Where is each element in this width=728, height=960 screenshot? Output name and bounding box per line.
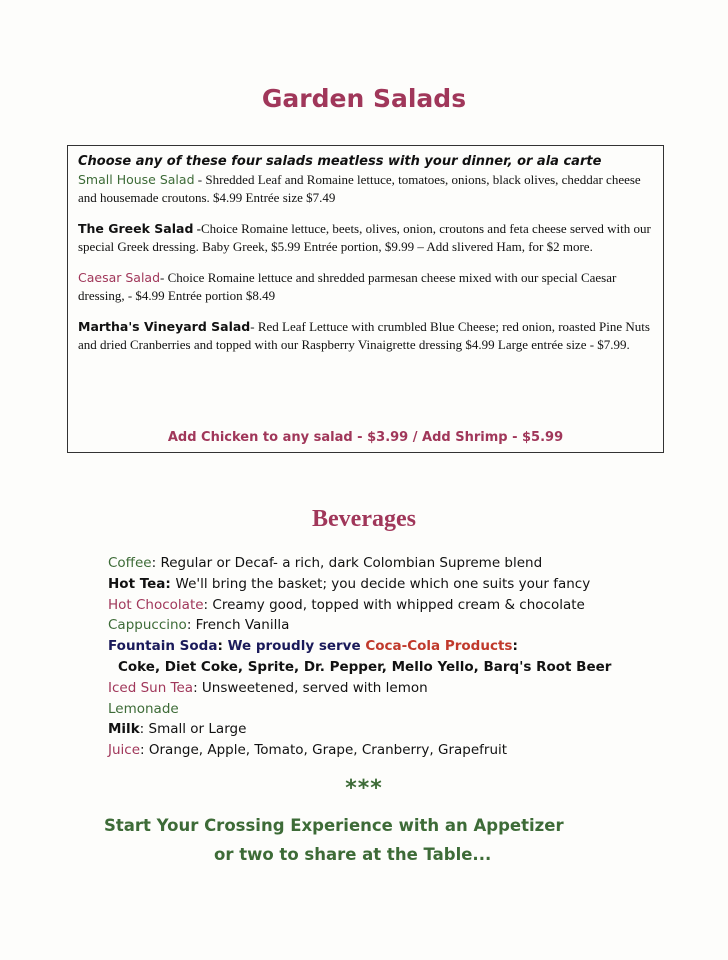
salads-box <box>67 145 664 453</box>
beverage-sep: : <box>165 575 176 592</box>
beverages-title: Beverages <box>312 506 416 532</box>
salad-item <box>78 220 655 255</box>
beverage-desc: Regular or Decaf- a rich, dark Colombian Supreme blend <box>160 555 543 571</box>
beverages-list <box>108 553 708 761</box>
garden-salads-title: Garden Salads <box>261 84 467 113</box>
salad-desc: Shredded Leaf and Romaine lettuce, tomatoes, onions, black olives, cheddar cheese and housemade croutons. $4.99 Entrée size $7.49 <box>78 172 641 205</box>
appetizer-cta-line1: Start Your Crossing Experience with an Appetizer <box>104 816 564 835</box>
beverage-item <box>108 615 708 636</box>
beverage-desc: Small or Large <box>148 721 247 738</box>
salad-item <box>78 318 655 353</box>
beverage-label: Fountain Soda <box>108 638 218 655</box>
beverage-label: Hot Chocolate <box>108 596 204 613</box>
beverage-label: Milk <box>108 721 140 738</box>
salad-desc: Choice Romaine lettuce and shredded parmesan cheese mixed with our special Caesar dressing, - $4.99 Entrée portion $8.49 <box>78 270 617 303</box>
beverage-sep: : <box>193 679 202 696</box>
beverage-label: Coffee <box>108 555 152 571</box>
appetizer-cta-line2: or two to share at the Table... <box>214 845 492 864</box>
beverage-item <box>108 595 708 616</box>
salad-sep: - <box>194 172 206 187</box>
salad-sep: - <box>193 221 201 236</box>
beverage-desc: French Vanilla <box>195 617 290 634</box>
beverage-desc: Coke, Diet Coke, Sprite, Dr. Pepper, Mello Yello, Barq's Root Beer <box>118 658 612 675</box>
beverage-sep: : <box>151 555 161 571</box>
beverage-sep: : <box>139 721 149 738</box>
salad-sep: - <box>250 319 258 334</box>
salad-item <box>78 171 655 206</box>
beverage-desc: Orange, Apple, Tomato, Grape, Cranberry, Grapefruit <box>148 742 508 759</box>
beverage-label: Iced Sun Tea <box>108 679 194 696</box>
beverage-label: Hot Tea <box>108 575 166 592</box>
beverage-sep: : <box>217 638 228 655</box>
salads-intro: Choose any of these four salads meatless with your dinner, or ala carte <box>78 154 602 169</box>
salad-name: Small House Salad <box>78 172 195 187</box>
brand-name: Coca-Cola Products <box>365 638 513 655</box>
beverage-item <box>108 553 708 574</box>
beverage-sep: : <box>512 638 518 655</box>
salad-addon: Add Chicken to any salad - $3.99 / Add Shrimp - $5.99 <box>167 430 564 445</box>
beverage-item <box>108 657 708 678</box>
beverage-label: Cappuccino <box>108 617 187 634</box>
beverage-desc: We proudly serve <box>227 638 366 655</box>
divider-stars: *** <box>345 776 383 801</box>
beverage-desc: Unsweetened, served with lemon <box>201 679 428 696</box>
beverage-sep: : <box>186 617 196 634</box>
beverage-sep: : <box>140 742 149 759</box>
beverage-item <box>108 719 708 740</box>
salad-name: The Greek Salad <box>78 221 194 236</box>
beverage-item <box>108 636 708 657</box>
beverage-label: Juice <box>108 742 141 759</box>
salad-desc: Red Leaf Lettuce with crumbled Blue Cheese; red onion, roasted Pine Nuts and dried Cranberries and topped with our Raspberry Vinaigrette dressing $4.99 Large entrée size - $7.99. <box>78 319 650 352</box>
salad-desc: Choice Romaine lettuce, beets, olives, onion, croutons and feta cheese served with our special Greek dressing. Baby Greek, $5.99 Entrée portion, $9.99 – Add slivered Ham, for $2 more. <box>78 221 651 254</box>
beverage-label: Lemonade <box>108 700 179 717</box>
beverage-item <box>108 699 708 720</box>
beverage-item <box>108 740 708 761</box>
beverage-desc: Creamy good, topped with whipped cream & chocolate <box>212 596 585 613</box>
salad-item <box>78 269 655 304</box>
salad-sep: - <box>160 270 168 285</box>
beverage-desc: We'll bring the basket; you decide which one suits your fancy <box>175 575 591 592</box>
beverage-sep: : <box>203 596 213 613</box>
salad-name: Caesar Salad <box>78 270 161 285</box>
salad-name: Martha's Vineyard Salad <box>78 319 251 334</box>
beverage-item <box>108 678 708 699</box>
beverage-item <box>108 574 708 595</box>
